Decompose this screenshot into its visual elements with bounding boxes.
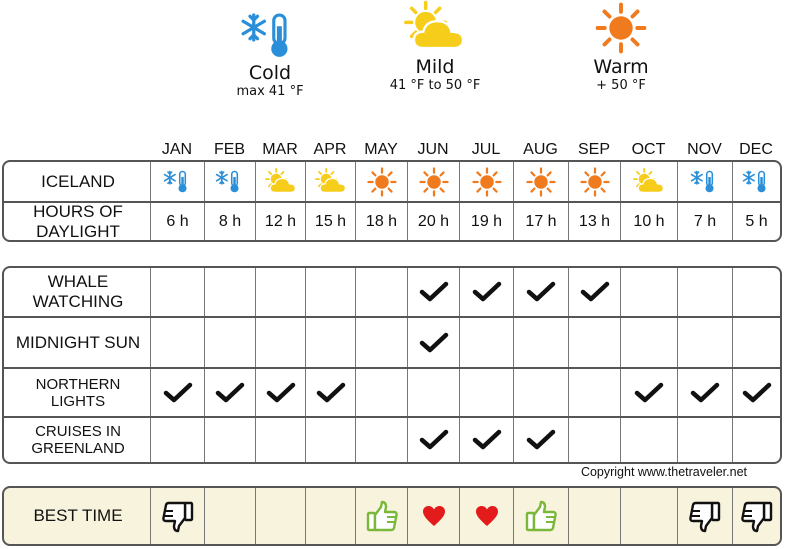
activities-table [2, 266, 782, 464]
cell-apr [305, 268, 355, 316]
cell-nov [677, 418, 732, 462]
check-icon [472, 429, 502, 451]
thumbs-up-icon [365, 500, 399, 533]
cell-nov [677, 162, 732, 201]
cell-sep [568, 318, 620, 367]
cell-oct [620, 203, 677, 240]
best-time-table [2, 486, 782, 546]
month-header-apr: APR [313, 141, 347, 158]
cell-jan [150, 203, 204, 240]
legend-title: Warm [593, 56, 649, 78]
daylight-value: 5 h [745, 212, 768, 230]
month-header-oct: OCT [631, 141, 666, 158]
cell-mar [255, 268, 305, 316]
cell-jun [407, 488, 459, 544]
cell-nov [677, 318, 732, 367]
mild-sun-cloud-icon [263, 168, 299, 195]
daylight-value: 19 h [470, 212, 503, 230]
row-label: ICELAND [41, 171, 115, 191]
check-icon [419, 281, 449, 303]
cell-may [355, 488, 407, 544]
legend-item-warm [551, 2, 691, 94]
cell-aug [513, 418, 568, 462]
cell-dec [732, 162, 780, 201]
check-icon [526, 429, 556, 451]
cell-sep [568, 369, 620, 416]
cell-jan [150, 162, 204, 201]
cell-jun [407, 268, 459, 316]
legend-subtitle: max 41 °F [236, 84, 304, 99]
row-label: BEST TIME [33, 506, 123, 525]
cell-sep [568, 268, 620, 316]
cell-jul [459, 418, 513, 462]
cell-aug [513, 268, 568, 316]
warm-sun-icon [551, 2, 691, 54]
month-header-mar: MAR [262, 141, 298, 158]
cold-thermometer-icon [215, 169, 245, 194]
check-icon [316, 382, 346, 404]
cell-jul [459, 162, 513, 201]
month-header-jul: JUL [471, 141, 501, 158]
month-header-feb: FEB [213, 141, 246, 158]
daylight-value: 18 h [365, 212, 398, 230]
check-icon [690, 382, 720, 404]
cell-oct [620, 268, 677, 316]
cell-mar [255, 488, 305, 544]
month-header-jan: JAN [161, 141, 193, 158]
cell-jun [407, 369, 459, 416]
cell-sep [568, 203, 620, 240]
warm-sun-icon [367, 167, 397, 197]
thumbs-down-icon [740, 500, 774, 533]
warm-sun-icon [472, 167, 502, 197]
cell-aug [513, 369, 568, 416]
cell-dec [732, 418, 780, 462]
cell-feb [204, 488, 255, 544]
mild-sun-cloud-icon [365, 0, 505, 54]
cell-oct [620, 418, 677, 462]
cell-jan [150, 268, 204, 316]
cell-jul [459, 488, 513, 544]
row-label: HOURS OF DAYLIGHT [33, 201, 123, 241]
cell-jan [150, 318, 204, 367]
legend-subtitle: + 50 °F [596, 78, 646, 93]
row-label: WHALE WATCHING [32, 272, 124, 311]
cell-may [355, 318, 407, 367]
thumbs-up-icon [524, 500, 558, 533]
cell-apr [305, 488, 355, 544]
heart-icon [422, 505, 446, 527]
cell-apr [305, 418, 355, 462]
cell-dec [732, 203, 780, 240]
cell-aug [513, 203, 568, 240]
cell-nov [677, 369, 732, 416]
activity-row-3 [4, 369, 780, 416]
cell-mar [255, 318, 305, 367]
cell-may [355, 203, 407, 240]
best-time-row [4, 488, 780, 544]
month-header-sep: SEP [577, 141, 610, 158]
cell-nov [677, 488, 732, 544]
activity-row-1 [4, 268, 780, 316]
cell-apr [305, 162, 355, 201]
cell-jul [459, 369, 513, 416]
cell-aug [513, 318, 568, 367]
cell-oct [620, 162, 677, 201]
cell-jun [407, 162, 459, 201]
thumbs-down-icon [161, 500, 195, 533]
thumbs-down-icon [688, 500, 722, 533]
cell-oct [620, 369, 677, 416]
cell-jun [407, 318, 459, 367]
cell-may [355, 268, 407, 316]
daylight-value: 8 h [218, 212, 242, 230]
cell-mar [255, 369, 305, 416]
month-header-nov: NOV [687, 141, 722, 158]
cell-apr [305, 203, 355, 240]
check-icon [742, 382, 772, 404]
check-icon [634, 382, 664, 404]
cell-feb [204, 418, 255, 462]
cell-jul [459, 318, 513, 367]
legend-subtitle: 41 °F to 50 °F [389, 78, 481, 93]
cell-sep [568, 418, 620, 462]
cell-aug [513, 162, 568, 201]
daylight-value: 6 h [166, 212, 189, 230]
daylight-row [4, 203, 780, 240]
cell-apr [305, 369, 355, 416]
activity-row-2 [4, 318, 780, 367]
row-label: NORTHERN LIGHTS [35, 375, 121, 410]
cell-feb [204, 369, 255, 416]
cell-jul [459, 203, 513, 240]
legend-item-mild [365, 0, 505, 94]
cell-oct [620, 488, 677, 544]
cell-apr [305, 318, 355, 367]
daylight-value: 12 h [264, 212, 297, 230]
row-label: CRUISES IN GREENLAND [31, 423, 125, 457]
check-icon [580, 281, 610, 303]
cell-jan [150, 418, 204, 462]
cell-feb [204, 162, 255, 201]
month-header-jun: JUN [417, 141, 449, 158]
mild-sun-cloud-icon [313, 168, 349, 195]
check-icon [215, 382, 245, 404]
daylight-value: 15 h [314, 212, 347, 230]
check-icon [266, 382, 296, 404]
cell-dec [732, 369, 780, 416]
copyright-text: Copyright www.thetraveler.net [580, 465, 747, 479]
cell-jul [459, 268, 513, 316]
cell-jan [150, 369, 204, 416]
cell-jun [407, 418, 459, 462]
daylight-value: 10 h [633, 212, 665, 230]
row-label: MIDNIGHT SUN [15, 332, 141, 352]
cell-sep [568, 488, 620, 544]
month-header-may: MAY [364, 141, 398, 158]
cell-mar [255, 203, 305, 240]
cell-feb [204, 268, 255, 316]
legend-item-cold [200, 10, 340, 100]
cell-oct [620, 318, 677, 367]
daylight-value: 7 h [693, 212, 717, 230]
warm-sun-icon [580, 167, 610, 197]
cell-may [355, 162, 407, 201]
cell-jun [407, 203, 459, 240]
cold-thermometer-icon [690, 169, 720, 194]
daylight-value: 20 h [417, 212, 450, 230]
cell-may [355, 369, 407, 416]
cold-thermometer-icon [200, 10, 340, 60]
heart-icon [475, 505, 499, 527]
month-header-dec: DEC [739, 141, 773, 158]
cell-sep [568, 162, 620, 201]
cell-feb [204, 203, 255, 240]
check-icon [419, 332, 449, 354]
cell-feb [204, 318, 255, 367]
check-icon [526, 281, 556, 303]
check-icon [163, 382, 193, 404]
cell-mar [255, 162, 305, 201]
cell-nov [677, 203, 732, 240]
cell-dec [732, 268, 780, 316]
daylight-value: 17 h [525, 212, 557, 230]
cell-dec [732, 318, 780, 367]
cell-jan [150, 488, 204, 544]
warm-sun-icon [526, 167, 556, 197]
check-icon [472, 281, 502, 303]
climate-table [2, 160, 782, 242]
warm-sun-icon [419, 167, 449, 197]
activity-row-4 [4, 418, 780, 462]
legend-title: Cold [248, 62, 292, 84]
cold-thermometer-icon [163, 169, 193, 194]
cell-nov [677, 268, 732, 316]
cell-mar [255, 418, 305, 462]
cell-dec [732, 488, 780, 544]
legend-title: Mild [415, 56, 455, 78]
cell-aug [513, 488, 568, 544]
climate-row [4, 162, 780, 201]
month-header-aug: AUG [523, 141, 558, 158]
daylight-value: 13 h [578, 212, 611, 230]
cold-thermometer-icon [742, 169, 772, 194]
check-icon [419, 429, 449, 451]
mild-sun-cloud-icon [631, 168, 667, 195]
cell-may [355, 418, 407, 462]
